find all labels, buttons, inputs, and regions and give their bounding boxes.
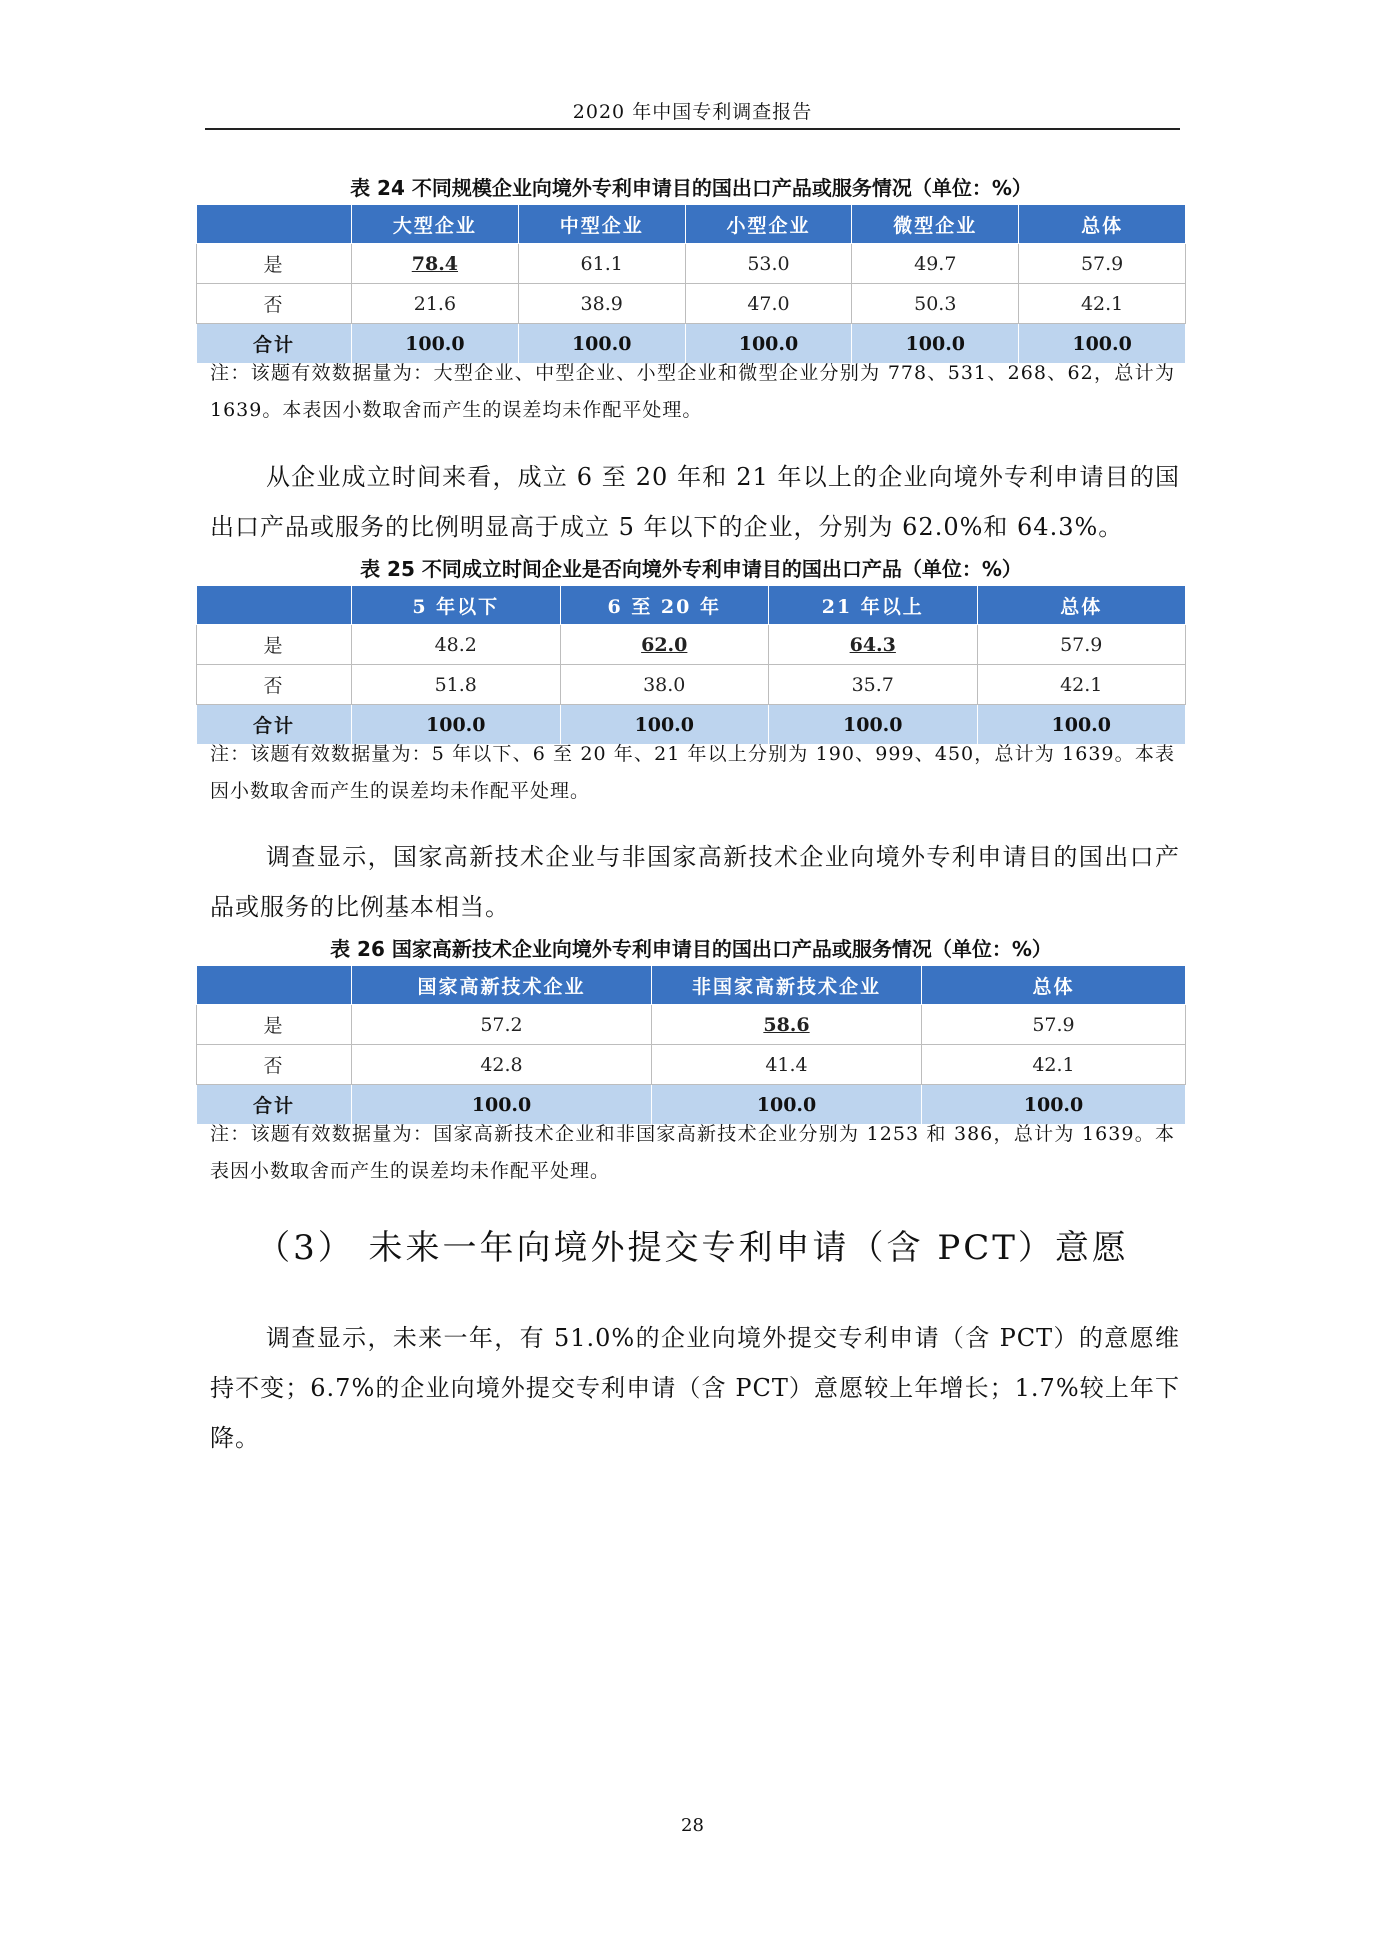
table-row (197, 284, 1186, 324)
section-heading: （3） 未来一年向境外提交专利申请（含 PCT）意愿 (256, 1228, 1129, 1268)
header-cell: 总体 (922, 966, 1186, 1005)
header-cell: 21 年以上 (769, 586, 978, 625)
row-label: 否 (197, 284, 352, 324)
row-label: 否 (197, 1045, 352, 1085)
table-cell: 47.0 (685, 284, 852, 324)
table-cell: 100.0 (518, 324, 685, 364)
table-cell: 57.2 (352, 1005, 652, 1045)
table-cell: 100.0 (922, 1085, 1186, 1125)
table-cell: 42.8 (352, 1045, 652, 1085)
table-row (197, 665, 1186, 705)
table-cell: 42.1 (1019, 284, 1186, 324)
table-cell: 100.0 (560, 705, 769, 745)
header-cell: 小型企业 (685, 205, 852, 244)
header-cell: 非国家高新技术企业 (652, 966, 922, 1005)
table-cell: 48.2 (352, 625, 561, 665)
table-cell: 41.4 (652, 1045, 922, 1085)
table-row (197, 625, 1186, 665)
table-cell: 100.0 (977, 705, 1186, 745)
row-label: 合计 (197, 324, 352, 364)
row-label: 是 (197, 244, 352, 284)
table-cell: 100.0 (852, 324, 1019, 364)
body-paragraph-2: 调查显示，国家高新技术企业与非国家高新技术企业向境外专利申请目的国出口产品或服务的比例基本相当。 (210, 843, 1180, 921)
table-cell: 100.0 (352, 324, 519, 364)
table-header-row (197, 205, 1186, 244)
table-cell: 100.0 (652, 1085, 922, 1125)
table-row (197, 1045, 1186, 1085)
running-header: 2020 年中国专利调查报告 (572, 101, 813, 123)
table-cell: 58.6 (652, 1005, 922, 1045)
header-cell: 微型企业 (852, 205, 1019, 244)
table-cell: 21.6 (352, 284, 519, 324)
header-cell (197, 586, 352, 625)
header-cell (197, 966, 352, 1005)
header-rule (205, 128, 1180, 130)
table-cell: 42.1 (977, 665, 1186, 705)
table-header-row (197, 966, 1186, 1005)
row-label: 是 (197, 625, 352, 665)
header-cell: 6 至 20 年 (560, 586, 769, 625)
table-header-row (197, 586, 1186, 625)
table-26-note: 注：该题有效数据量为：国家高新技术企业和非国家高新技术企业分别为 1253 和 386，总计为 1639。本表因小数取舍而产生的误差均未作配平处理。 (210, 1123, 1175, 1182)
header-cell: 5 年以下 (352, 586, 561, 625)
header-cell: 国家高新技术企业 (352, 966, 652, 1005)
table-25 (196, 585, 1186, 745)
table-cell: 49.7 (852, 244, 1019, 284)
table-cell: 57.9 (977, 625, 1186, 665)
table-cell: 50.3 (852, 284, 1019, 324)
row-label: 合计 (197, 1085, 352, 1125)
table-cell: 100.0 (685, 324, 852, 364)
table-26-caption: 表 26 国家高新技术企业向境外专利申请目的国出口产品或服务情况（单位：%） (330, 937, 1052, 961)
table-cell: 78.4 (352, 244, 519, 284)
table-cell: 100.0 (352, 1085, 652, 1125)
table-24-note: 注：该题有效数据量为：大型企业、中型企业、小型企业和微型企业分别为 778、531、268、62，总计为 1639。本表因小数取舍而产生的误差均未作配平处理。 (210, 362, 1175, 421)
table-cell: 42.1 (922, 1045, 1186, 1085)
table-cell: 61.1 (518, 244, 685, 284)
body-paragraph-1: 从企业成立时间来看，成立 6 至 20 年和 21 年以上的企业向境外专利申请目的国出口产品或服务的比例明显高于成立 5 年以下的企业，分别为 62.0%和 64.3%。 (210, 463, 1180, 541)
table-25-note: 注：该题有效数据量为：5 年以下、6 至 20 年、21 年以上分别为 190、999、450，总计为 1639。本表因小数取舍而产生的误差均未作配平处理。 (210, 743, 1175, 802)
header-cell (197, 205, 352, 244)
table-row (197, 244, 1186, 284)
table-cell: 57.9 (1019, 244, 1186, 284)
header-cell: 总体 (1019, 205, 1186, 244)
table-cell: 38.9 (518, 284, 685, 324)
table-cell: 62.0 (560, 625, 769, 665)
body-paragraph-3: 调查显示，未来一年，有 51.0%的企业向境外提交专利申请（含 PCT）的意愿维持不变；6.7%的企业向境外提交专利申请（含 PCT）意愿较上年增长；1.7%较上年下降。 (210, 1324, 1180, 1452)
table-row (197, 1005, 1186, 1045)
table-25-caption: 表 25 不同成立时间企业是否向境外专利申请目的国出口产品（单位：%） (360, 557, 1022, 581)
table-cell: 38.0 (560, 665, 769, 705)
table-cell: 64.3 (769, 625, 978, 665)
table-cell: 53.0 (685, 244, 852, 284)
table-cell: 51.8 (352, 665, 561, 705)
header-cell: 大型企业 (352, 205, 519, 244)
table-26 (196, 965, 1186, 1125)
page-number: 28 (681, 1815, 704, 1836)
table-cell: 100.0 (1019, 324, 1186, 364)
table-cell: 35.7 (769, 665, 978, 705)
header-cell: 总体 (977, 586, 1186, 625)
table-cell: 100.0 (352, 705, 561, 745)
table-24 (196, 204, 1186, 364)
row-label: 否 (197, 665, 352, 705)
row-label: 是 (197, 1005, 352, 1045)
header-cell: 中型企业 (518, 205, 685, 244)
table-24-caption: 表 24 不同规模企业向境外专利申请目的国出口产品或服务情况（单位：%） (350, 176, 1032, 200)
table-cell: 57.9 (922, 1005, 1186, 1045)
row-label: 合计 (197, 705, 352, 745)
table-cell: 100.0 (769, 705, 978, 745)
